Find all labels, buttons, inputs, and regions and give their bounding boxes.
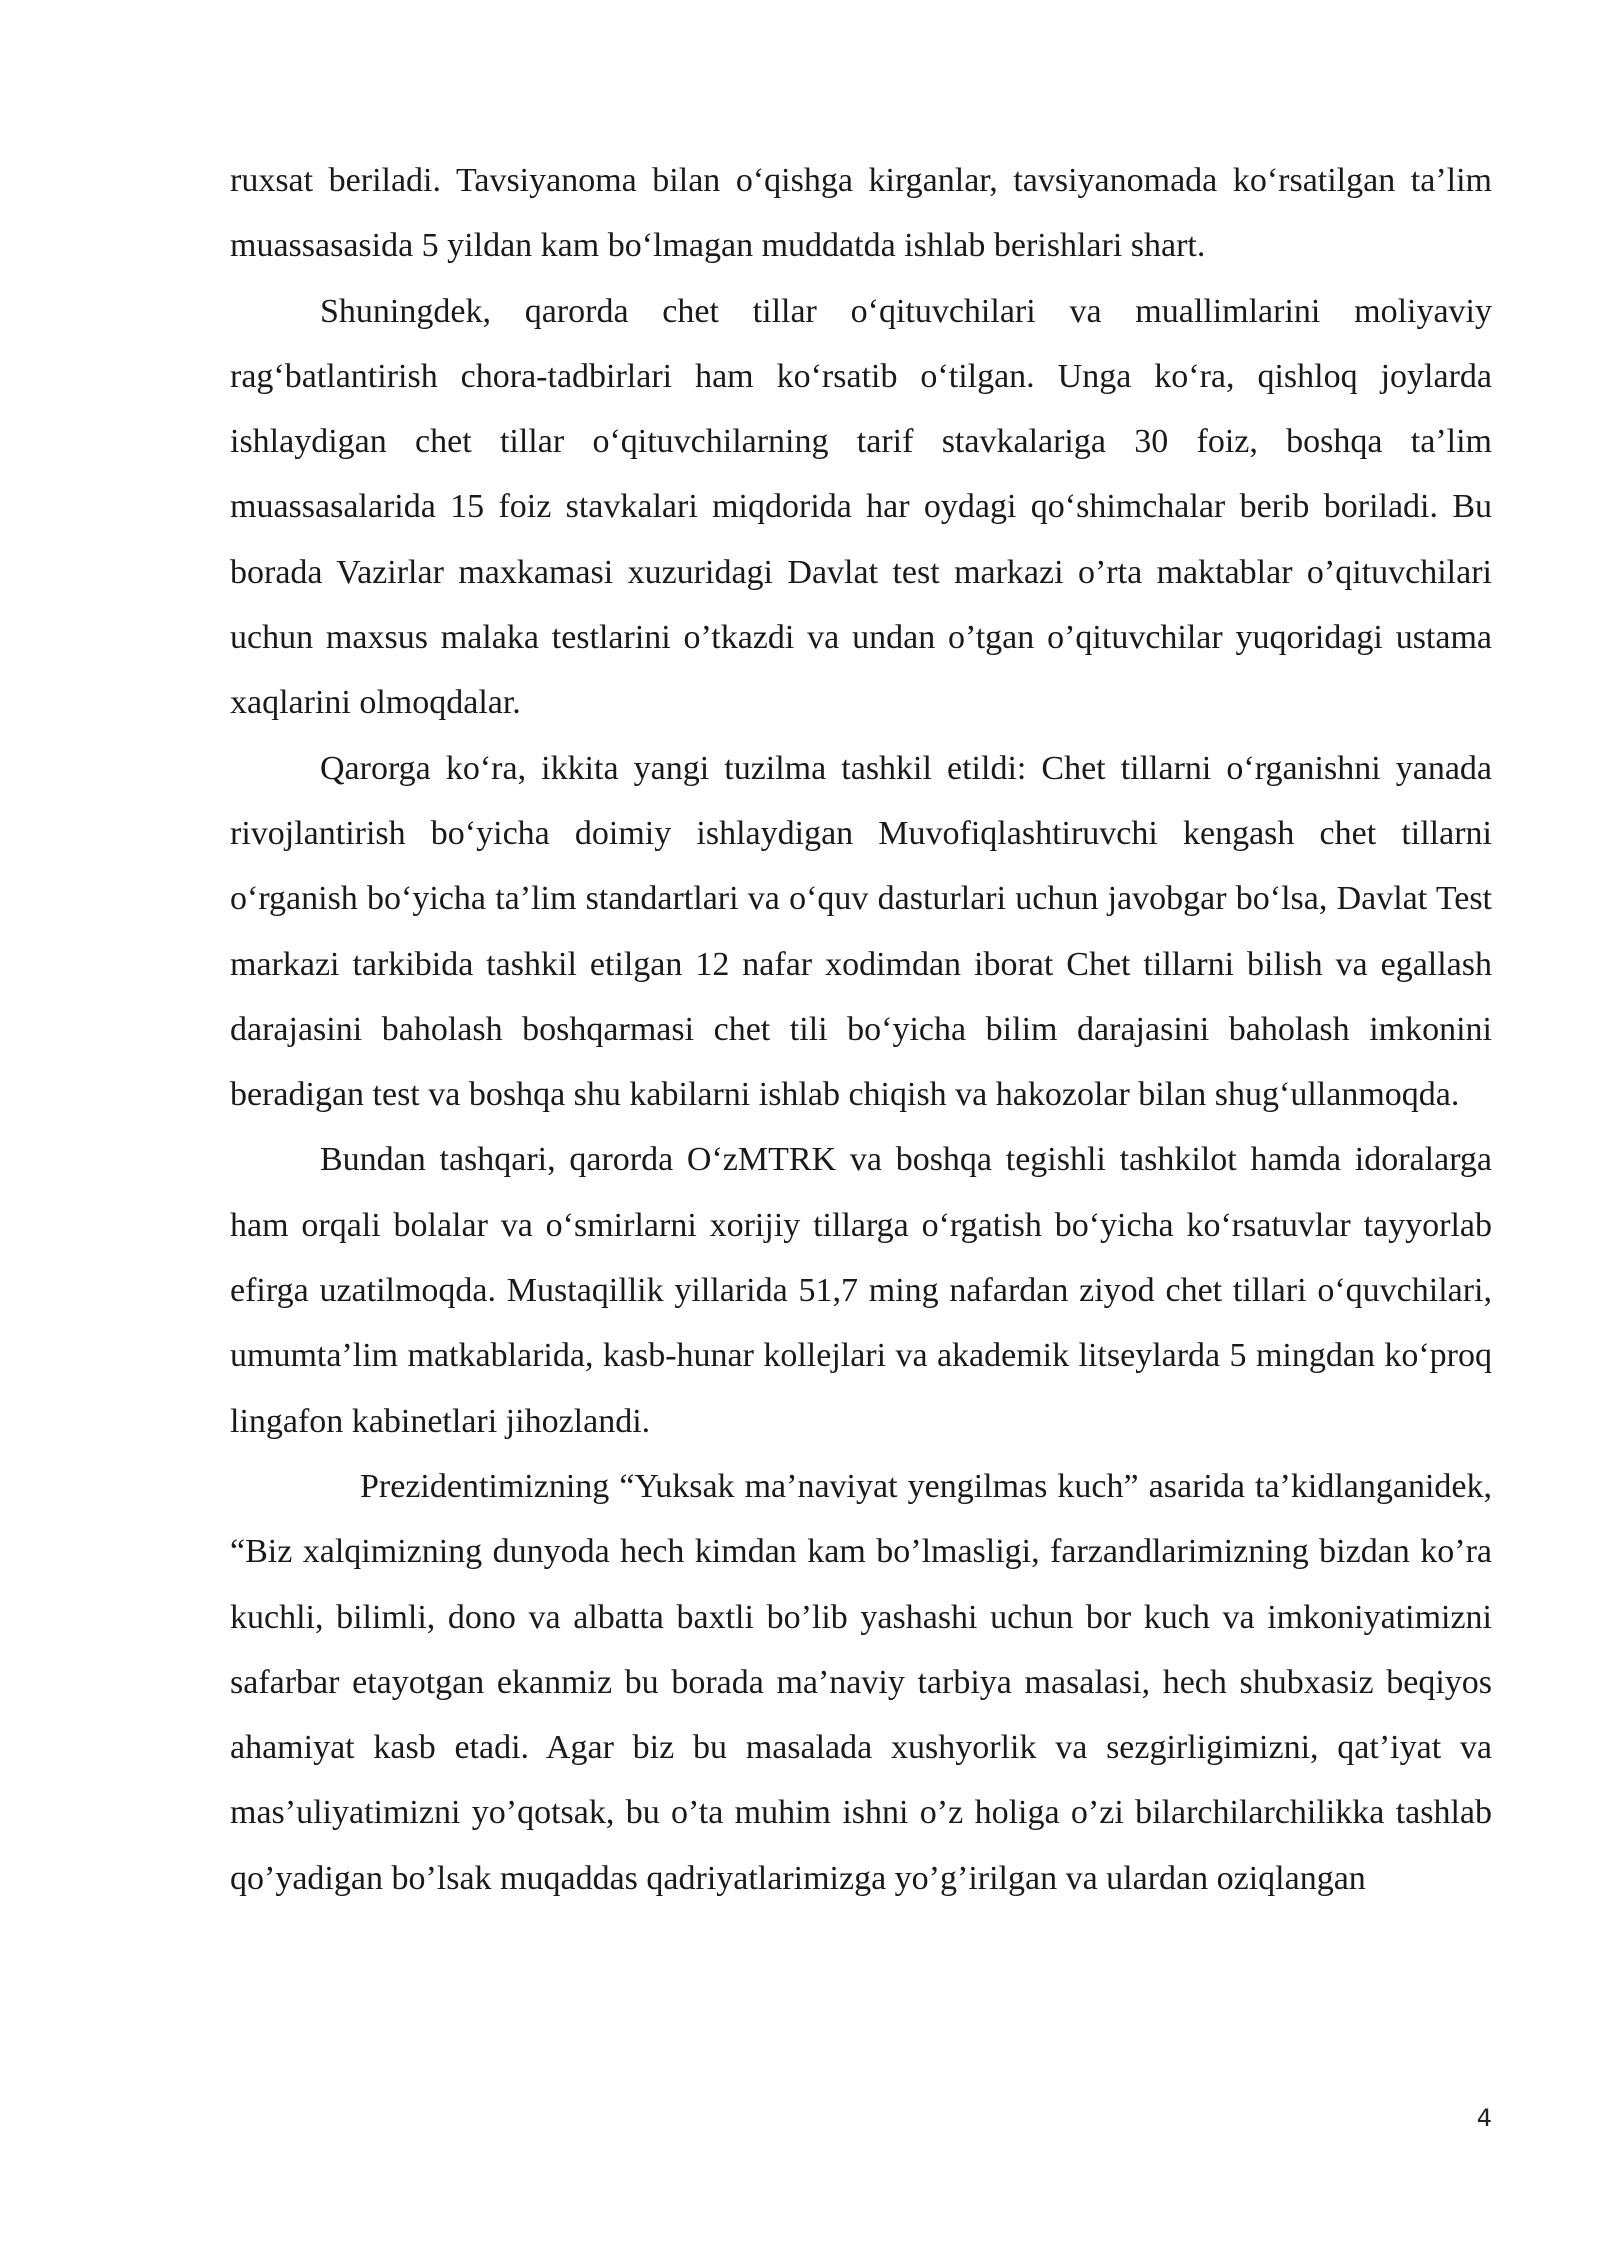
text-body <box>230 148 1492 1911</box>
paragraph-3: Qarorga ko‘ra, ikkita yangi tuzilma tashkil etildi: Chet tillarni o‘rganishni yanada rivojlantirish bo‘yicha doimiy ishlaydigan Muvofiqlashtiruvchi kengash chet tillarni o‘rganish bo‘yicha ta’lim standartlari va o‘quv dasturlari uchun javobgar bo‘lsa, Davlat Test markazi tarkibida tashkil etilgan 12 nafar xodimdan iborat Chet tillarni bilish va egallash darajasini baholash boshqarmasi chet tili bo‘yicha bilim darajasini baholash imkonini beradigan test va boshqa shu kabilarni ishlab chiqish va hakozolar bilan shug‘ullanmoqda. <box>230 749 1492 1114</box>
paragraph-4: Bundan tashqari, qarorda O‘zMTRK va boshqa tegishli tashkilot hamda idoralarga ham orqali bolalar va o‘smirlarni xorijiy tillarga o‘rgatish bo‘yicha ko‘rsatuvlar tayyorlab efirga uzatilmoqda. Mustaqillik yillarida 51,7 ming nafardan ziyod chet tillari o‘quvchilari, umumta’lim matkablarida, kasb-hunar kollejlari va akademik litseylarda 5 mingdan ko‘proq lingafon kabinetlari jihozlandi. <box>230 1141 1492 1440</box>
page-number: 4 <box>1476 2104 1492 2132</box>
paragraph-1: ruxsat beriladi. Tavsiyanoma bilan o‘qishga kirganlar, tavsiyanomada ko‘rsatilgan ta’lim muassasasida 5 yildan kam bo‘lmagan muddatda ishlab berishlari shart. <box>230 162 1492 265</box>
paragraph-5: Prezidentimizning “Yuksak ma’naviyat yengilmas kuch” asarida ta’kidlanganidek, “Biz xalqimizning dunyoda hech kimdan kam bo’lmasligi, farzandlarimizning bizdan ko’ra kuchli, bilimli, dono va albatta baxtli bo’lib yashashi uchun bor kuch va imkoniyatimizni safarbar etayotgan ekanmiz bu borada ma’naviy tarbiya masalasi, hech shubxasiz beqiyos ahamiyat kasb etadi. Agar biz bu masalada xushyorlik va sezgirligimizni, qat’iyat va mas’uliyatimizni yo’qotsak, bu o’ta muhim ishni o’z holiga o’zi bilarchilarchilikka tashlab qo’yadigan bo’lsak muqaddas qadriyatlarimizga yo’g’irilgan va ulardan oziqlangan <box>230 1467 1492 1897</box>
paragraph-2: Shuningdek, qarorda chet tillar o‘qituvchilari va muallimlarini moliyaviy rag‘batlantirish chora-tadbirlari ham ko‘rsatib o‘tilgan. Unga ko‘ra, qishloq joylarda ishlaydigan chet tillar o‘qituvchilarning tarif stavkalariga 30 foiz, boshqa ta’lim muassasalarida 15 foiz stavkalari miqdorida har oydagi qo‘shimchalar berib boriladi. Bu borada Vazirlar maxkamasi xuzuridagi Davlat test markazi o’rta maktablar o’qituvchilari uchun maxsus malaka testlarini o’tkazdi va undan o’tgan o’qituvchilar yuqoridagi ustama xaqlarini olmoqdalar. <box>230 292 1492 722</box>
